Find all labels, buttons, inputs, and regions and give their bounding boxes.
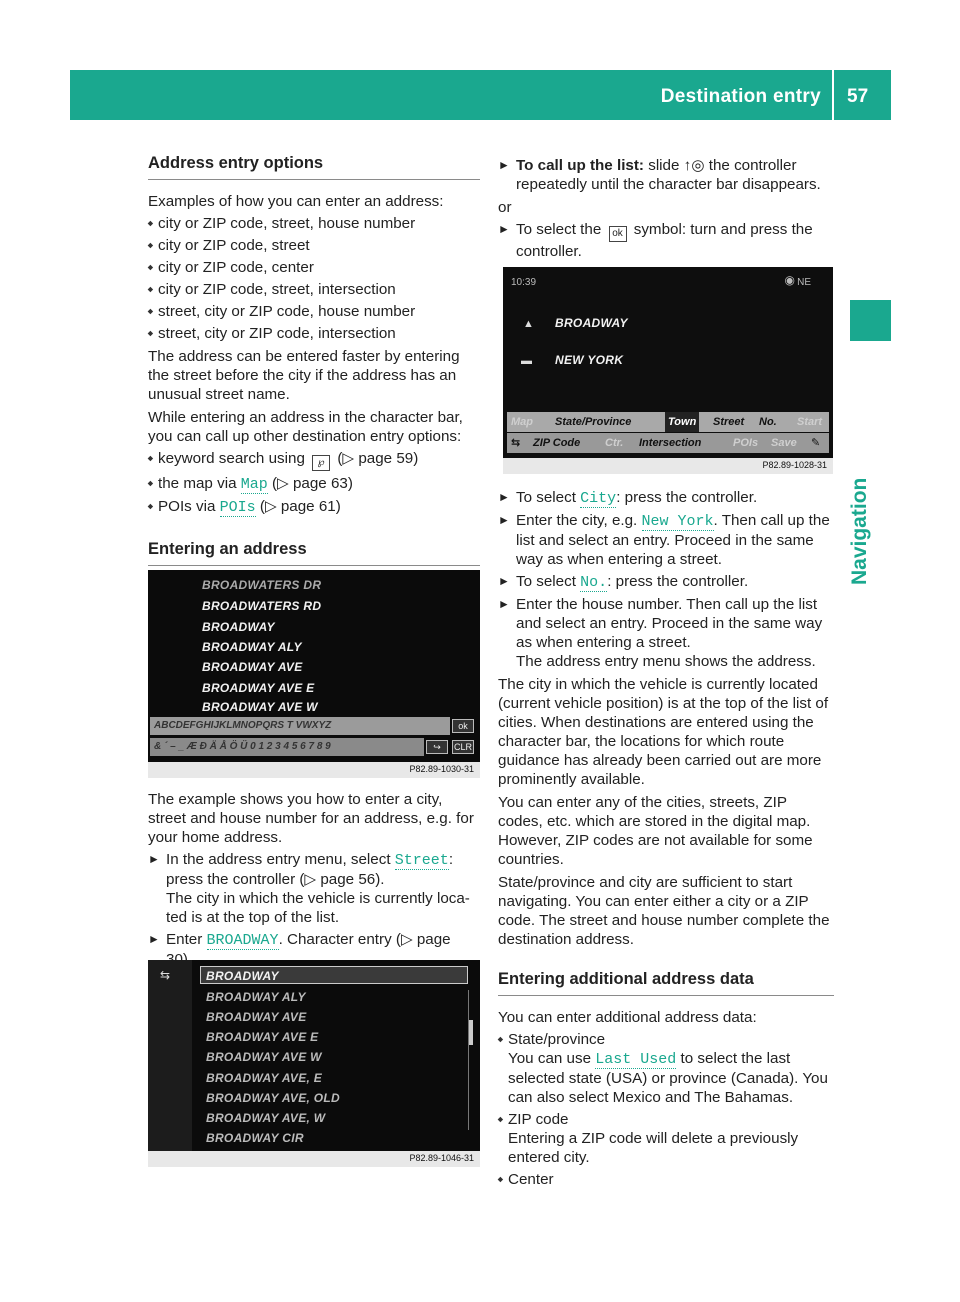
page-header xyxy=(70,70,891,120)
instruction-step xyxy=(498,220,834,261)
list-item: ■ city or ZIP code, street, house number xyxy=(148,214,480,233)
ok-button[interactable]: ok xyxy=(452,719,474,733)
side-tab-marker xyxy=(850,300,891,341)
page-number: 57 xyxy=(847,86,869,107)
menu-term-number: No. xyxy=(580,574,608,591)
image-reference: P82.89-1046-31 xyxy=(409,1153,474,1163)
instruction-step xyxy=(498,572,834,592)
or-text: or xyxy=(498,199,512,216)
arrow-icon: ► xyxy=(498,158,510,172)
clear-button[interactable]: CLR xyxy=(453,742,472,752)
paragraph: State/province and city are sufficient to start navigating. You can enter either a city or a ZIP code. The street and house number complete the destination address. xyxy=(498,874,830,948)
instruction-step xyxy=(148,850,480,927)
arrow-icon: ► xyxy=(498,490,510,504)
right-column-bottom xyxy=(498,485,834,1189)
list-item: ■ street, city or ZIP code, house number xyxy=(148,302,480,321)
list-entry: BROADWAY AVE E xyxy=(202,681,315,695)
menu-intersection[interactable]: Intersection xyxy=(639,437,702,449)
paragraph: The address can be entered faster by entering the street before the city if the address has an unusual street name. xyxy=(148,348,460,403)
step-text: In the address entry menu, select xyxy=(166,851,391,868)
step-text: symbol: turn and press the controller. xyxy=(516,221,813,260)
step-text: : press the controller. xyxy=(607,573,749,590)
intro-text: You can enter additional address data: xyxy=(498,1009,757,1026)
image-reference: P82.89-1028-31 xyxy=(762,460,827,470)
paragraph: The example shows you how to enter a city, street and house number for an address, e.g. for your home address. xyxy=(148,791,474,846)
section-heading-address-options: Address entry options xyxy=(148,153,480,180)
page-ref: (▷ page 61) xyxy=(259,498,341,515)
step-text: Enter xyxy=(166,931,203,948)
list-entry: BROADWAY xyxy=(202,620,275,634)
paragraph: While entering an address in the character bar, you can call up other destination entry options: xyxy=(148,409,463,445)
menu-term-new-york: New York xyxy=(641,513,714,530)
screen-character-bar xyxy=(148,570,480,778)
step-text: . Then call up the list and select an entry. Proceed in the same way as when entering a street. xyxy=(516,512,830,568)
menu-start[interactable]: Start xyxy=(797,416,823,428)
list-entry[interactable]: BROADWAY AVE W xyxy=(206,1050,322,1064)
menu-zip-code[interactable]: ZIP Code xyxy=(533,437,581,449)
list-entry[interactable]: BROADWAY CIR xyxy=(206,1131,304,1145)
arrow-icon: ► xyxy=(498,574,510,588)
screen-street-list xyxy=(148,960,480,1167)
header-title: Destination entry xyxy=(660,86,821,107)
back-icon[interactable]: ⇆ xyxy=(511,437,521,449)
microphone-icon[interactable]: ✎ xyxy=(811,437,821,449)
step-text: Enter the house number. Then call up the list and select an entry. Proceed in the same way as when entering a street. xyxy=(516,596,823,651)
list-item: ■ street, city or ZIP code, intersection xyxy=(148,324,480,343)
menu-term-street: Street xyxy=(394,852,449,869)
address-street: BROADWAY xyxy=(555,316,628,330)
step-text: . Character entry (▷ page xyxy=(278,931,451,948)
right-column-top xyxy=(498,153,834,261)
menu-row-1 xyxy=(507,412,829,432)
menu-state-province[interactable]: State/Province xyxy=(555,416,632,428)
list-item xyxy=(498,1170,834,1189)
menu-term-map: Map xyxy=(240,476,268,493)
enter-icon[interactable]: ↪ xyxy=(426,740,448,754)
list-item xyxy=(498,1110,834,1167)
arrow-icon: ► xyxy=(498,222,510,236)
arrow-icon: ► xyxy=(498,597,510,611)
list-item xyxy=(148,449,480,471)
header-divider xyxy=(832,70,834,120)
list-item: ■ city or ZIP code, center xyxy=(148,258,480,277)
section-heading-additional-data: Entering additional address data xyxy=(498,969,834,996)
list-item: ■ city or ZIP code, street xyxy=(148,236,480,255)
list-entry[interactable]: BROADWAY AVE E xyxy=(206,1030,319,1044)
step-text: : press the controller (▷ page 56). xyxy=(166,851,454,888)
menu-center[interactable]: Ctr. xyxy=(605,437,624,449)
list-item xyxy=(148,474,480,494)
compass-heading: NE xyxy=(797,277,811,288)
keyword-search-icon: ℘ xyxy=(312,455,330,471)
paragraph: The city in which the vehicle is currently located (current vehicle position) is at the top of the list of cities. When destinations are entered using the character bar, the locations for which route guidance has already been carried out are more prominently available. xyxy=(498,676,829,788)
list-item xyxy=(498,1030,834,1107)
menu-term-last-used: Last Used xyxy=(595,1051,677,1068)
step-text: To select the xyxy=(516,221,602,238)
list-entry: BROADWAY ALY xyxy=(202,640,302,654)
instruction-step xyxy=(498,511,834,569)
instruction-step xyxy=(498,488,834,508)
step-text: To select xyxy=(516,489,576,506)
list-entry[interactable]: BROADWAY AVE, E xyxy=(206,1071,323,1085)
left-column-bottom xyxy=(148,790,480,969)
address-city: NEW YORK xyxy=(555,353,624,367)
bullet-title: ■ ZIP code xyxy=(508,1111,569,1128)
character-bar[interactable]: ABCDEFGHIJKLMNOPQRS T VWXYZ xyxy=(150,717,450,735)
list-entry[interactable]: BROADWAY xyxy=(206,969,279,983)
bullet-text: to select the last selected state (USA) or province (Canada). You can also select Mexico and The Bahamas. xyxy=(508,1050,828,1106)
bullet-text: You can use xyxy=(508,1050,592,1067)
list-entry[interactable]: BROADWAY ALY xyxy=(206,990,306,1004)
menu-town[interactable]: Town xyxy=(665,412,699,432)
step-text: slide ↑◎ the controller repeatedly until the character bar disappears. xyxy=(516,157,821,193)
list-item xyxy=(148,497,480,517)
clock-time: 10:39 xyxy=(511,277,537,288)
menu-pois[interactable]: POIs xyxy=(733,437,759,449)
menu-term-pois: POIs xyxy=(219,499,256,516)
left-column-top xyxy=(148,153,480,578)
page-ref: (▷ page 59) xyxy=(337,450,419,467)
city-icon: ▬ xyxy=(521,355,532,367)
list-entry: BROADWATERS DR xyxy=(202,578,322,592)
arrow-icon: ► xyxy=(148,932,160,946)
section-heading-entering-address: Entering an address xyxy=(148,539,480,566)
compass-icon: ◉ xyxy=(784,273,795,287)
arrow-icon: ► xyxy=(148,852,160,866)
list-entry[interactable]: BROADWAY AVE, OLD xyxy=(206,1091,340,1105)
image-reference: P82.89-1030-31 xyxy=(409,764,474,774)
list-entry[interactable]: BROADWAY AVE, W xyxy=(206,1111,326,1125)
list-entry: BROADWAY AVE xyxy=(202,660,303,674)
character-bar-symbols[interactable]: & ´ – _ Æ Ð Ä Å Ö Ü 0 1 2 3 4 5 6 7 8 9 xyxy=(150,738,424,756)
side-tab-label: Navigation xyxy=(848,477,871,585)
step-text: Enter the city, e.g. xyxy=(516,512,638,529)
step-note: The city in which the vehicle is currently loca- ted is at the top of the list. xyxy=(166,890,470,926)
paragraph: You can enter any of the cities, streets, ZIP codes, etc. which are stored in the digital map. However, ZIP codes are not available for some countries. xyxy=(498,794,813,868)
menu-street[interactable]: Street xyxy=(713,416,745,428)
instruction-step xyxy=(498,156,834,194)
menu-save[interactable]: Save xyxy=(771,437,797,449)
step-note: The address entry menu shows the address. xyxy=(516,653,816,670)
list-sidebar xyxy=(148,960,192,1151)
scrollbar-thumb[interactable] xyxy=(469,1020,473,1045)
menu-term-broadway: BROADWAY xyxy=(206,932,279,949)
page-ref: (▷ page 63) xyxy=(272,475,353,492)
bullet-title: ■ Center xyxy=(508,1171,554,1188)
menu-row-2 xyxy=(507,433,829,453)
ok-symbol-icon: ok xyxy=(609,226,627,242)
bullet-title: ■ State/province xyxy=(508,1031,606,1048)
step-text: : press the controller. xyxy=(616,489,758,506)
option-text: keyword search using xyxy=(158,450,305,467)
instruction-step xyxy=(498,595,834,671)
intro-text: Examples of how you can enter an address: xyxy=(148,193,444,210)
menu-term-city: City xyxy=(580,490,617,507)
step-lead: To call up the list: xyxy=(516,157,644,174)
scrollbar-track[interactable] xyxy=(468,990,474,1130)
menu-number[interactable]: No. xyxy=(759,416,777,428)
list-entry[interactable]: BROADWAY AVE xyxy=(206,1010,307,1024)
back-icon[interactable]: ⇆ xyxy=(160,968,171,982)
screen-address-menu xyxy=(503,267,833,474)
option-text: POIs via xyxy=(158,498,216,515)
option-text: the map via xyxy=(158,475,237,492)
arrow-icon: ► xyxy=(498,513,510,527)
list-entry: BROADWATERS RD xyxy=(202,599,322,613)
list-item: ■ city or ZIP code, street, intersection xyxy=(148,280,480,299)
bullet-text: Entering a ZIP code will delete a previously entered city. xyxy=(508,1130,799,1166)
step-text: To select xyxy=(516,573,576,590)
menu-map[interactable]: Map xyxy=(511,416,533,428)
list-entry: BROADWAY AVE W xyxy=(202,700,318,714)
street-icon: ▲ xyxy=(523,318,534,330)
